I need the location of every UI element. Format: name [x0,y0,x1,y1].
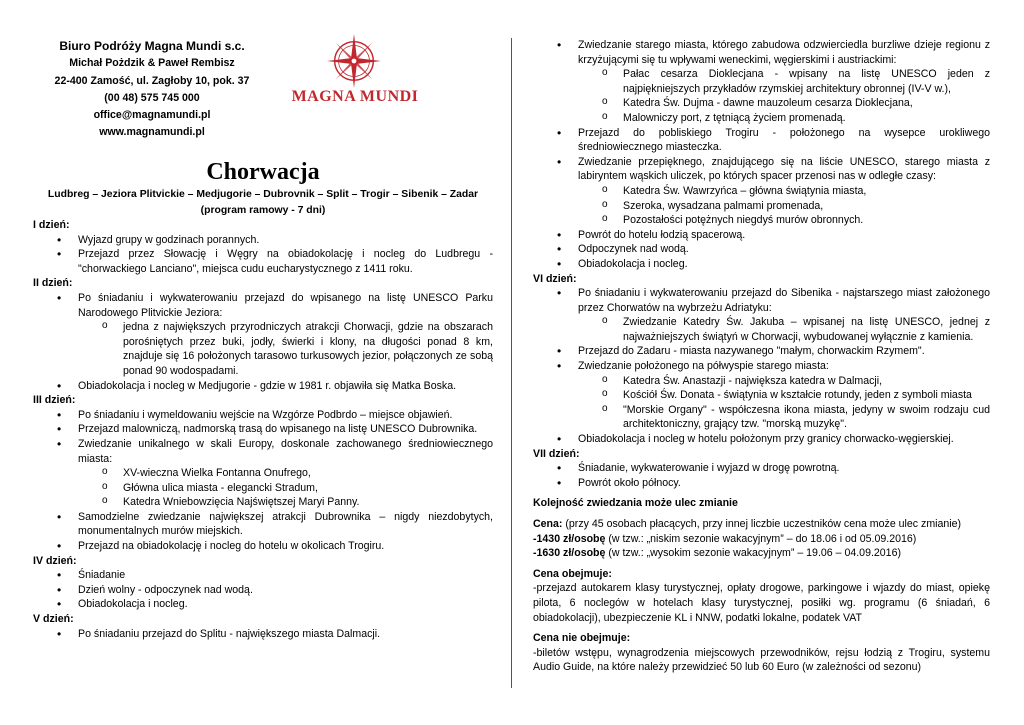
sub-list-item: o Kościół Św. Donata - świątynia w kształcie rotundy, jeden z symboli miasta [578,388,990,403]
list-item [533,359,990,432]
list-item: • Odpoczynek nad wodą. [533,242,990,257]
sub-list-item: o Malowniczy port, z tętniącą życiem promenadą. [578,111,990,126]
day-2-heading: II dzień: [33,277,73,290]
day-7-list [533,461,990,490]
list-item [533,286,990,344]
sub-list-item: o Katedra Św. Anastazji - największa katedra w Dalmacji, [578,374,990,389]
list-item [533,155,990,228]
excludes-heading: Cena nie obejmuje: [533,632,631,645]
list-item: • Przejazd do Zadaru - miasta nazywanego "małym, chorwackim Rzymem". [533,344,990,359]
day-4-list [33,568,493,612]
day-3-heading: III dzień: [33,394,76,407]
list-item-text: Zwiedzanie starego miasta, którego zabudowa odzwierciedla burzliwe dzieje regionu z krzyżującymi się tu wpływami weneckimi, węgierskimi i austriackimi: [578,39,990,66]
price-line [533,517,990,532]
list-item [33,437,493,510]
sub-list-item: o jedna z największych przyrodniczych atrakcji Chorwacji, gdzie na obszarach porośniętych przez buki, jodły, świerki i klony, na długości ponad 8 km, znajduje się 16 położonych tarasowo turkusowych jezior, połączonych ze sobą ponad 90 wodospadami. [78,320,493,378]
list-item-text: Zwiedzanie położonego na półwyspie starego miasta: [578,360,829,373]
includes-text: -przejazd autokarem klasy turystycznej, opłaty drogowe, parkingowe i wjazdy do miast, opiekę pilota, 6 noclegów w hotelach klasy turystycznej, posiłki wg. programu (6 śniadań, 6 obiadokolacji), ubezpieczenie KL i NNW, podatki lokalne, podatek VAT [533,582,990,624]
day-7-heading: VII dzień: [533,447,580,460]
sub-list-item: o Katedra Św. Dujma - dawne mauzoleum cesarza Dioklecjana, [578,96,990,111]
page-title: Chorwacja [206,159,320,185]
sub-list-item: o Katedra Wniebowzięcia Najświętszej Maryi Panny. [78,495,493,510]
logo-text: MAGNA MUNDI [291,88,419,105]
day-1-list [33,233,493,277]
list-item: • Przejazd do pobliskiego Trogiru - położonego na wysepce urokliwego średniowiecznego miasteczka. [533,126,990,155]
agency-phone: (00 48) 575 745 000 [104,91,200,104]
list-item: • Śniadanie, wykwaterowanie i wyjazd w drogę powrotną. [533,461,990,476]
sub-list-item: o Główna ulica miasta - elegancki Stradum, [78,481,493,496]
agency-name: Biuro Podróży Magna Mundi s.c. [59,39,245,53]
list-item-text: Po śniadaniu i wykwaterowaniu przejazd do wpisanego na listę UNESCO Parku Narodowego Plitvickie Jeziora: [78,291,493,319]
price-label: Cena: [533,518,563,530]
list-item: • Obiadokolacja i nocleg w Medjugorie - gdzie w 1981 r. objawiła się Matka Boska. [33,379,493,394]
sub-list-item: o Pozostałości potężnych niegdyś murów obronnych. [578,213,990,228]
list-item: • Przejazd malowniczą, nadmorską trasą do wpisanego na listę UNESCO Dubrownika. [33,422,493,437]
list-item: • Wyjazd grupy w godzinach porannych. [33,233,493,248]
agency-web: www.magnamundi.pl [99,126,205,139]
sub-list-item: o Zwiedzanie Katedry Św. Jakuba – wpisanej na listę UNESCO, jednej z najważniejszych świątyń w Chorwacji, wybudowanej wyłącznie z kamienia. [578,315,990,344]
list-item: • Obiadokolacja i nocleg. [533,257,990,272]
price-season-text: (w tzw.: „wysokim sezonie wakacyjnym” – 19.06 – 04.09.2016) [605,547,901,560]
agency-info [33,38,271,142]
route-line: Ludbreg – Jeziora Plitvickie – Medjugorie – Dubrovnik – Split – Trogir – Sibenik – Zadar [47,189,479,200]
list-item: • Dzień wolny - odpoczynek nad wodą. [33,583,493,598]
sub-list [78,320,493,378]
list-item: • Śniadanie [33,568,493,583]
list-item: • Powrót około północy. [533,476,990,491]
column-divider [511,38,512,688]
list-item: • Po śniadaniu przejazd do Splitu - największego miasta Dalmacji. [33,627,493,642]
list-item: • Samodzielne zwiedzanie największej atrakcji Dubrownika – nigdy niezdobytych, monumentalnych murów miejskich. [33,510,493,539]
day-5-list-cont [533,38,990,272]
sub-list-item: o Pałac cesarza Dioklecjana - wpisany na listę UNESCO jeden z najpiękniejszych przykładów rzymskiej architektury obronnej (IV-V w.), [578,67,990,96]
price-high-season [533,546,990,561]
price-amount: -1630 zł/osobę [533,547,606,560]
day-5-list-start [33,627,493,642]
day-5-heading: V dzień: [33,613,74,626]
day-6-heading: VI dzień: [533,272,577,285]
excludes-text: -biletów wstępu, wynagrodzenia miejscowych przewodników, rejsu łodzią z Trogiru, systemu Audio Guide, na które należy przewidzieć 50 lub 60 Euro (w zależności od sezonu) [533,646,990,674]
day-1-heading: I dzień: [33,219,70,231]
sub-list [578,374,990,432]
list-item: • Po śniadaniu i wymeldowaniu wejście na Wzgórze Podbrdo – miejsce objawień. [33,408,493,423]
sub-list-item: o Katedra Św. Wawrzyńca – główna świątynia miasta, [578,184,990,199]
list-item [33,291,493,379]
order-note: Kolejność zwiedzania może ulec zmianie [533,497,738,510]
day-4-heading: IV dzień: [33,554,77,567]
compass-rose-icon [325,32,383,90]
day-3-list [33,408,493,554]
list-item: • Przejazd przez Słowację i Węgry na obiadokolację i nocleg do Ludbregu - "chorwackiego Lanciano", miejsca cudu eucharystycznego z 1411 roku. [33,247,493,276]
list-item [533,38,990,126]
price-amount: -1430 zł/osobę [533,532,606,545]
header [33,38,493,158]
sub-list [78,466,493,510]
sub-list [578,184,990,228]
sub-list [578,67,990,125]
price-text: (przy 45 osobach płacących, przy innej liczbie uczestników cena może ulec zmianie) [562,518,962,530]
sub-list-item: o Szeroka, wysadzana palmami promenada, [578,199,990,214]
sub-list-item: o "Morskie Organy" - współczesna ikona miasta, jedyny w swoim rodzaju cud architektoniczny, grający tzw. "morską muzykę". [578,403,990,432]
list-item: • Powrót do hotelu łodzią spacerową. [533,228,990,243]
right-column [533,38,990,675]
day-6-list [533,286,990,447]
list-item-text: Zwiedzanie przepięknego, znajdującego się na liście UNESCO, starego miasta z labiryntem wąskich uliczek, po których spacer przenosi nas w odległe czasy: [578,155,990,183]
list-item-text: Zwiedzanie unikalnego w skali Europy, doskonale zachowanego średniowiecznego miasta: [78,437,493,465]
day-2-list [33,291,493,393]
magna-mundi-logo [285,32,425,118]
agency-owners: Michał Pożdzik & Paweł Rembisz [69,57,235,70]
price-season-text: (w tzw.: „niskim sezonie wakacyjnym” – do 18.06 i od 05.09.2016) [605,532,917,545]
agency-address: 22-400 Zamość, ul. Zagłoby 10, pok. 37 [54,74,250,87]
price-low-season [533,532,990,547]
sub-list-item: o XV-wieczna Wielka Fontanna Onufrego, [78,466,493,481]
list-item: • Przejazd na obiadokolację i nocleg do hotelu w okolicach Trogiru. [33,539,493,554]
includes-heading: Cena obejmuje: [533,567,612,580]
program-note: (program ramowy - 7 dni) [200,205,326,216]
list-item-text: Po śniadaniu i wykwaterowaniu przejazd do Sibenika - najstarszego miast założonego przez Chorwatów na wybrzeżu Adriatyku: [578,287,990,314]
left-column [33,38,493,641]
list-item: • Obiadokolacja i nocleg. [33,597,493,612]
agency-email: office@magnamundi.pl [93,109,211,122]
list-item: • Obiadokolacja i nocleg w hotelu położonym przy granicy chorwacko-węgierskiej. [533,432,990,447]
sub-list [578,315,990,344]
